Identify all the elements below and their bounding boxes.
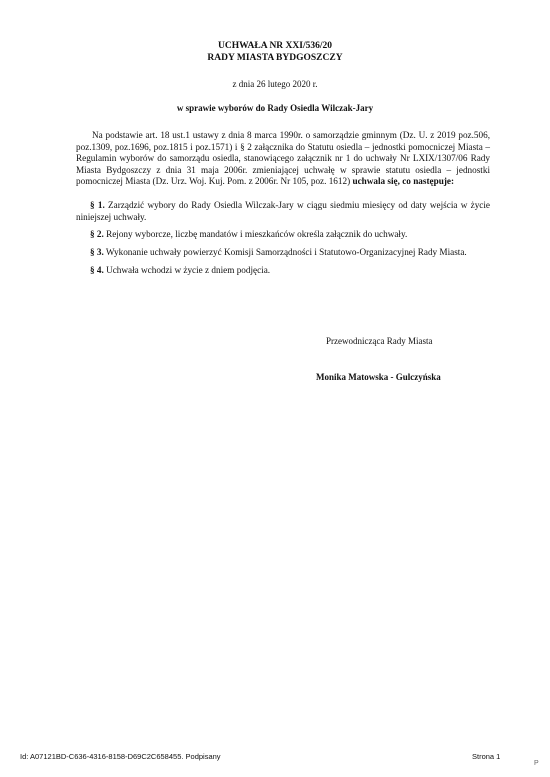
council-name: RADY MIASTA BYDGOSZCZY	[207, 53, 343, 63]
paragraph-2-text: Rejony wyborcze, liczbę mandatów i mieszkańców określa załącznik do uchwały.	[103, 229, 408, 239]
signatory-name: Monika Matowska - Gulczyńska	[316, 372, 441, 382]
resolution-number: UCHWAŁA NR XXI/536/20	[217, 41, 332, 51]
paragraph-3-label: § 3.	[90, 247, 104, 257]
paragraph-3	[76, 247, 490, 259]
paragraph-4-text: Uchwała wchodzi w życie z dniem podjęcia.	[103, 265, 271, 275]
corner-mark: P	[534, 760, 539, 767]
paragraph-1-label: § 1.	[90, 200, 105, 210]
paragraph-4	[76, 265, 490, 277]
paragraph-3-text: Wykonanie uchwały powierzyć Komisji Samorządności i Statutowo-Organizacyjnej Rady Miasta.	[103, 247, 467, 257]
paragraph-1	[76, 200, 490, 223]
document-id-footer: Id: A07121BD-C636-4316-8158-D69C2C658455. Podpisany	[20, 752, 221, 761]
paragraph-2-label: § 2.	[90, 229, 104, 239]
signatory-role: Przewodnicząca Rady Miasta	[326, 336, 433, 346]
resolution-date: z dnia 26 lutego 2020 r.	[232, 79, 318, 89]
legal-basis-paragraph	[76, 130, 490, 188]
legal-basis-conclusion: uchwala się, co następuje:	[352, 176, 455, 187]
page-number: Strona 1	[472, 752, 501, 761]
resolution-subject: w sprawie wyborów do Rady Osiedla Wilczak-Jary	[176, 103, 374, 113]
paragraph-1-text: Zarządzić wybory do Rady Osiedla Wilczak-Jary w ciągu siedmiu miesięcy od daty wejścia w życie niniejszej uchwały.	[76, 200, 490, 222]
paragraph-4-label: § 4.	[90, 265, 104, 275]
paragraph-2	[76, 229, 490, 241]
legal-basis-text: Na podstawie art. 18 ust.1 ustawy z dnia 8 marca 1990r. o samorządzie gminnym (Dz. U. z 2019 poz.506, poz.1309, poz.1696, poz.1815 i poz.1571) i § 2 załącznika do Statutu osiedla – jednostki pomocniczej Miasta – Regulamin wyborów do samorządu osiedla, stanowiącego załącznik nr 1 do uchwały Nr LXIX/1307/06 Rady Miasta Bydgoszczy z dnia 31 maja 2006r. zmieniającej uchwałę w sprawie statutu osiedla – jednostki pomocniczej Miasta (Dz. Urz. Woj. Kuj. Pom. z 2006r. Nr 105, poz. 1612)	[76, 130, 490, 187]
